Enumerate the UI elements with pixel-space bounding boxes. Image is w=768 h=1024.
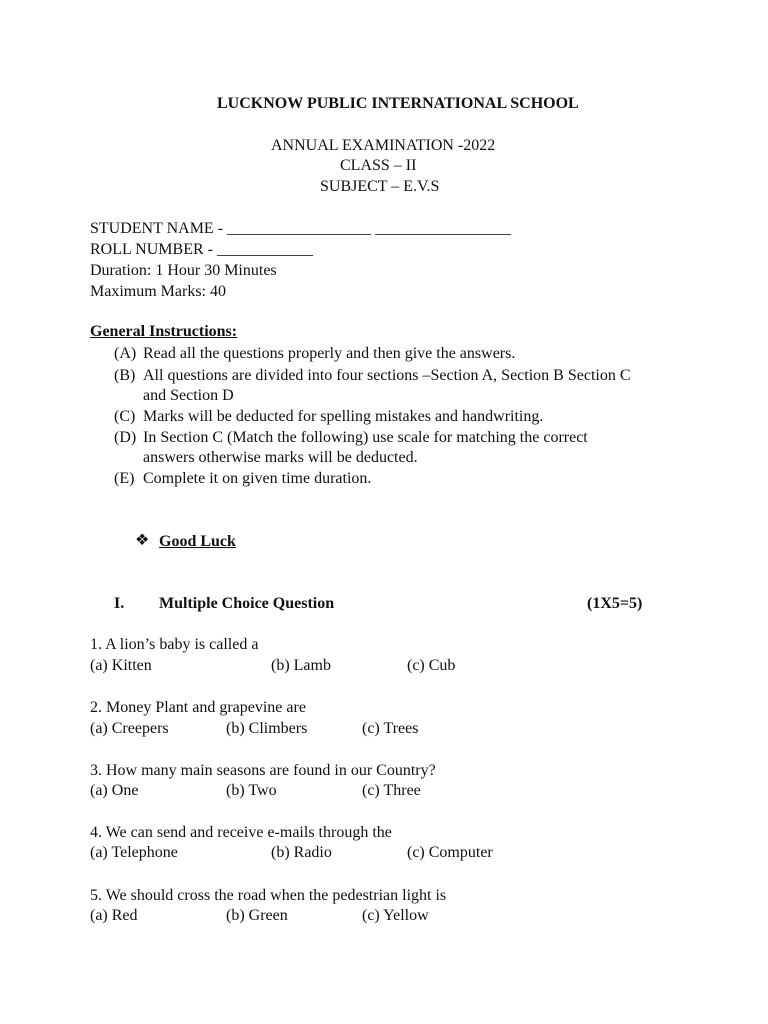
option-c: (c) Trees xyxy=(362,720,419,737)
duration-text: Duration: 1 Hour 30 Minutes xyxy=(90,262,277,279)
instruction-text: Read all the questions properly and then give the answers. xyxy=(143,345,516,362)
option-c: (c) Cub xyxy=(407,657,456,674)
section-numeral: I. xyxy=(114,595,125,612)
good-luck-text: Good Luck xyxy=(159,533,236,550)
question-text: 3. How many main seasons are found in our Country? xyxy=(90,762,436,779)
option-b: (b) Climbers xyxy=(226,720,308,737)
question-text: 5. We should cross the road when the pedestrian light is xyxy=(90,887,447,904)
instruction-label: (C) xyxy=(114,408,136,425)
option-c: (c) Computer xyxy=(407,844,493,861)
option-c: (c) Three xyxy=(362,782,421,799)
option-b: (b) Two xyxy=(226,782,277,799)
instruction-text: In Section C (Match the following) use scale for matching the correct xyxy=(143,429,588,446)
school-name: LUCKNOW PUBLIC INTERNATIONAL SCHOOL xyxy=(217,95,579,112)
instruction-label: (B) xyxy=(114,367,136,384)
instructions-heading: General Instructions: xyxy=(90,323,238,340)
option-a: (a) Creepers xyxy=(90,720,169,737)
instruction-text: answers otherwise marks will be deducted. xyxy=(143,449,418,466)
roll-number-field: ROLL NUMBER - ____________ xyxy=(90,241,313,258)
option-c: (c) Yellow xyxy=(362,907,429,924)
option-a: (a) Telephone xyxy=(90,844,178,861)
instruction-label: (E) xyxy=(114,470,135,487)
option-a: (a) One xyxy=(90,782,139,799)
option-b: (b) Radio xyxy=(271,844,332,861)
section-title: Multiple Choice Question xyxy=(159,595,335,612)
section-marks: (1X5=5) xyxy=(587,595,643,612)
instruction-text: Complete it on given time duration. xyxy=(143,470,372,487)
option-b: (b) Lamb xyxy=(271,657,331,674)
question-text: 1. A lion’s baby is called a xyxy=(90,636,259,653)
subject-line: SUBJECT – E.V.S xyxy=(320,178,440,195)
question-text: 2. Money Plant and grapevine are xyxy=(90,699,306,716)
option-a: (a) Red xyxy=(90,907,138,924)
exam-title: ANNUAL EXAMINATION -2022 xyxy=(271,137,496,154)
instruction-text: and Section D xyxy=(143,387,234,404)
student-name-field: STUDENT NAME - __________________ _________________ xyxy=(90,220,512,237)
instruction-text: All questions are divided into four sections –Section A, Section B Section C xyxy=(143,367,631,384)
instruction-text: Marks will be deducted for spelling mistakes and handwriting. xyxy=(143,408,544,425)
instruction-label: (A) xyxy=(114,345,137,362)
class-line: CLASS – II xyxy=(340,157,417,174)
max-marks-text: Maximum Marks: 40 xyxy=(90,283,226,300)
instruction-label: (D) xyxy=(114,429,137,446)
diamond-bullet-icon: ❖ xyxy=(135,532,150,549)
option-b: (b) Green xyxy=(226,907,288,924)
option-a: (a) Kitten xyxy=(90,657,152,674)
question-text: 4. We can send and receive e-mails through the xyxy=(90,824,392,841)
